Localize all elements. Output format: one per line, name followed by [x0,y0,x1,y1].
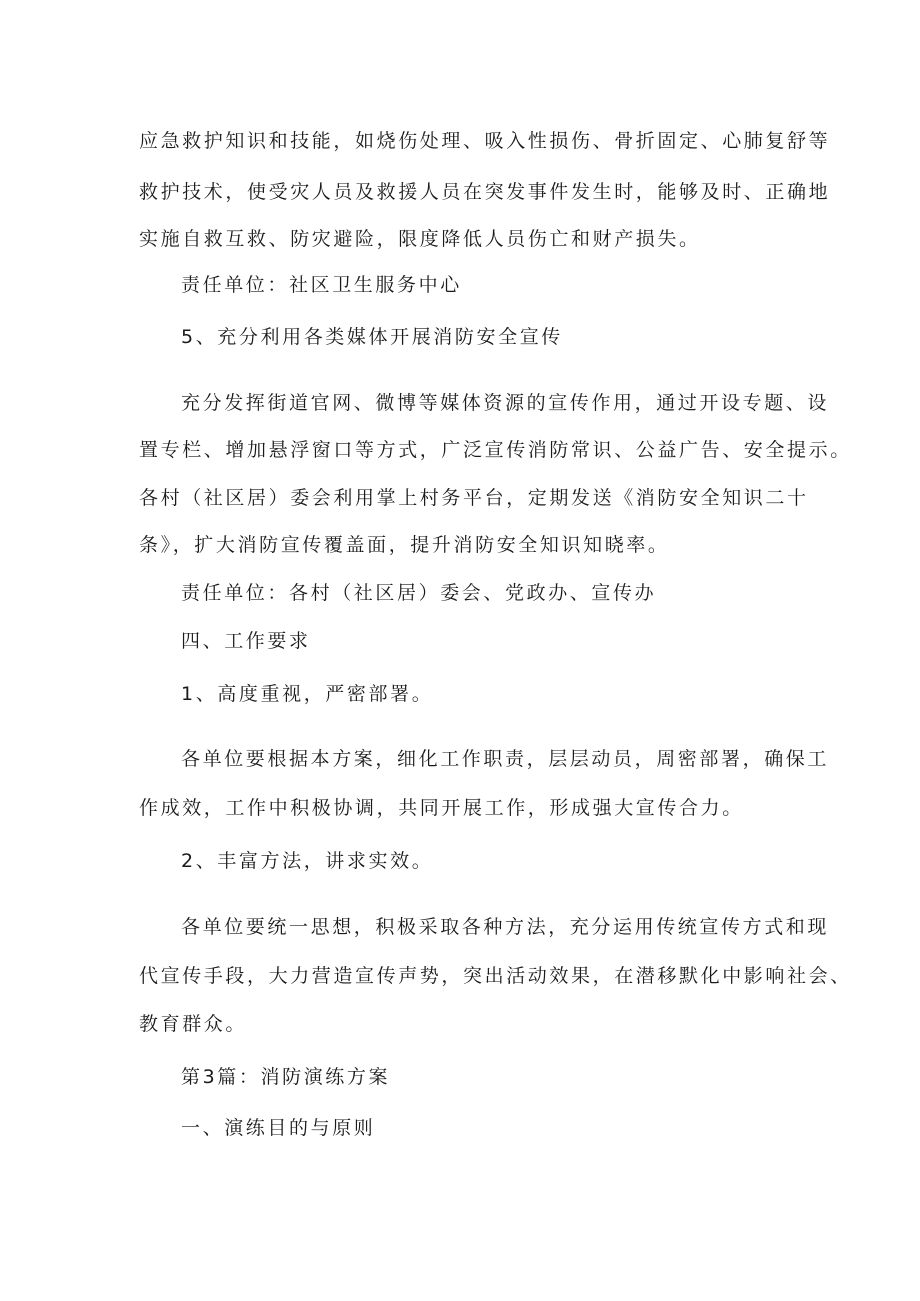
section-heading: 一、演练目的与原则 [181,1117,376,1139]
text-line: 责任单位：社区卫生服务中心 [181,274,462,296]
text-line: 责任单位：各村（社区居）委会、党政办、宣传办 [181,582,657,604]
text-line: 救护技术，使受灾人员及救援人员在突发事件发生时，能够及时、正确地 [139,181,831,203]
subsection-heading: 1、高度重视，严密部署。 [181,683,434,705]
section-heading: 5、充分利用各类媒体开展消防安全宣传 [181,326,563,348]
text-line: 教育群众。 [139,1013,248,1035]
subsection-heading: 2、丰富方法，讲求实效。 [181,850,434,872]
chapter-heading: 第3篇：消防演练方案 [181,1066,391,1088]
text-line: 各单位要统一思想，积极采取各种方法，充分运用传统宣传方式和现 [181,916,830,938]
text-line: 代宣传手段，大力营造宣传声势，突出活动效果，在潜移默化中影响社会、 [139,965,852,987]
text-line: 实施自救互救、防灾避险，限度降低人员伤亡和财产损失。 [139,228,701,250]
text-line: 充分发挥街道官网、微博等媒体资源的宣传作用，通过开设专题、设 [181,392,830,414]
text-line: 各单位要根据本方案，细化工作职责，层层动员，周密部署，确保工 [181,748,830,770]
text-line: 各村（社区居）委会利用掌上村务平台，定期发送《消防安全知识二十 [139,487,809,509]
text-line: 应急救护知识和技能，如烧伤处理、吸入性损伤、骨折固定、心肺复舒等 [139,130,831,152]
text-line: 置专栏、增加悬浮窗口等方式，广泛宣传消防常识、公益广告、安全提示。 [139,439,852,461]
text-line: 条》，扩大消防宣传覆盖面，提升消防安全知识知晓率。 [139,534,670,556]
section-heading: 四、工作要求 [181,630,311,652]
text-line: 作成效，工作中积极协调，共同开展工作，形成强大宣传合力。 [139,797,744,819]
